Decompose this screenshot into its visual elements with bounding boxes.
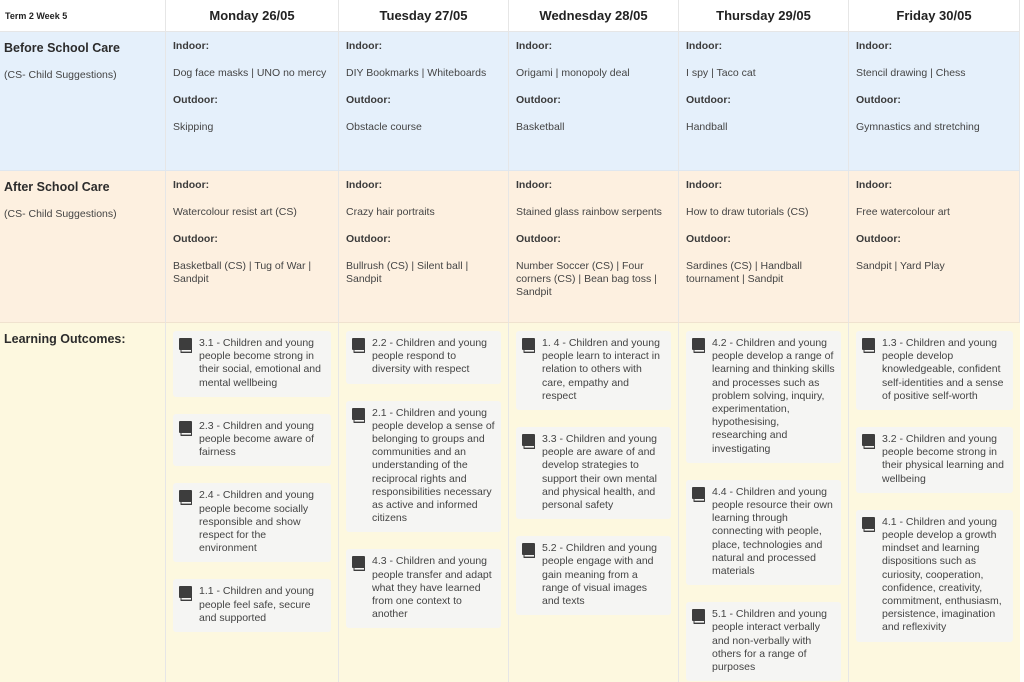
learning-outcome-text: 5.2 - Children and young people engage with and gain meaning from a range of visual images and texts — [542, 542, 657, 608]
learning-outcome-text: 2.1 - Children and young people develop a sense of belonging to groups and communities and an understanding of the reciprocal rights and responsibilities necessary as active and informed citizens — [372, 406, 495, 525]
learning-outcome-text: 5.1 - Children and young people interact verbally and non-verbally with others for a range of purposes — [712, 608, 827, 674]
indoor-label: Indoor: — [516, 40, 553, 52]
learning-outcome-card — [173, 483, 331, 562]
outdoor-activities: Handball — [686, 121, 728, 133]
learning-outcome-card — [856, 331, 1013, 410]
indoor-activities: Dog face masks | UNO no mercy — [173, 67, 327, 79]
learning-outcome-card — [346, 401, 501, 533]
before-cell-friday — [849, 32, 1020, 171]
outdoor-activities: Skipping — [173, 121, 214, 133]
row-subtitle: (CS- Child Suggestions) — [4, 208, 117, 220]
book-icon — [862, 517, 875, 532]
before-cell-thursday — [679, 32, 849, 171]
indoor-label: Indoor: — [686, 179, 723, 191]
book-icon — [862, 434, 875, 449]
outdoor-activities: Basketball (CS) | Tug of War | Sandpit — [173, 260, 312, 285]
learning-col-tuesday — [339, 323, 509, 682]
book-icon — [179, 586, 192, 601]
book-icon — [352, 338, 365, 353]
outdoor-label: Outdoor: — [346, 233, 391, 245]
indoor-activities: Crazy hair portraits — [346, 206, 435, 218]
book-icon — [522, 543, 535, 558]
learning-col-thursday — [679, 323, 849, 682]
outdoor-label: Outdoor: — [173, 94, 218, 106]
learning-outcome-text: 4.4 - Children and young people resource their own learning through connecting with people, place, technologies and natural and processed materials — [712, 485, 833, 578]
day-header-monday — [166, 0, 339, 32]
learning-col-monday — [166, 323, 339, 682]
learning-outcome-card — [686, 331, 841, 463]
day-label: Wednesday 28/05 — [539, 8, 648, 23]
day-label: Tuesday 27/05 — [379, 8, 468, 23]
outdoor-activities: Basketball — [516, 121, 565, 133]
indoor-activities: Origami | monopoly deal — [516, 67, 630, 79]
learning-outcome-card — [516, 536, 671, 615]
learning-outcome-card — [686, 480, 841, 585]
book-icon — [692, 487, 705, 502]
outdoor-activities: Bullrush (CS) | Silent ball | Sandpit — [346, 260, 469, 285]
learning-outcome-card — [516, 427, 671, 519]
indoor-activities: Watercolour resist art (CS) — [173, 206, 297, 218]
learning-outcome-card — [856, 510, 1013, 642]
book-icon — [692, 338, 705, 353]
learning-col-friday — [849, 323, 1020, 682]
outdoor-activities: Obstacle course — [346, 121, 422, 133]
after-cell-friday — [849, 171, 1020, 323]
learning-outcomes-label-cell — [0, 323, 166, 682]
learning-outcome-text: 4.1 - Children and young people develop a growth mindset and learning dispositions such as curiosity, cooperation, confidence, creativity, commitment, enthusiasm, persistence, imagination and reflexivity — [882, 515, 1002, 634]
after-cell-monday — [166, 171, 339, 323]
outdoor-label: Outdoor: — [686, 233, 731, 245]
day-header-tuesday — [339, 0, 509, 32]
indoor-label: Indoor: — [856, 179, 893, 191]
learning-outcome-text: 1.3 - Children and young people develop knowledgeable, confident self-identities and a sense of positive self-worth — [882, 337, 1004, 402]
row-title: Learning Outcomes: — [4, 332, 126, 346]
indoor-label: Indoor: — [173, 179, 210, 191]
outdoor-label: Outdoor: — [516, 233, 561, 245]
day-header-wednesday — [509, 0, 679, 32]
learning-outcome-text: 3.1 - Children and young people become strong in their social, emotional and mental wellbeing — [199, 337, 321, 389]
indoor-activities: How to draw tutorials (CS) — [686, 206, 809, 218]
book-icon — [862, 338, 875, 353]
book-icon — [352, 556, 365, 571]
indoor-activities: I spy | Taco cat — [686, 67, 756, 79]
day-label: Friday 30/05 — [896, 8, 972, 23]
indoor-label: Indoor: — [856, 40, 893, 52]
learning-outcome-text: 1.1 - Children and young people feel safe, secure and supported — [199, 585, 314, 624]
outdoor-label: Outdoor: — [173, 233, 218, 245]
book-icon — [179, 421, 192, 436]
learning-outcome-text: 3.3 - Children and young people are aware of and develop strategies to support their own mental and physical health, and personal safety — [542, 433, 657, 512]
term-week-label: Term 2 Week 5 — [0, 0, 166, 32]
indoor-label: Indoor: — [516, 179, 553, 191]
indoor-label: Indoor: — [346, 40, 383, 52]
outdoor-label: Outdoor: — [516, 94, 561, 106]
outdoor-label: Outdoor: — [686, 94, 731, 106]
outdoor-activities: Gymnastics and stretching — [856, 121, 980, 133]
learning-outcome-text: 3.2 - Children and young people become strong in their physical learning and wellbeing — [882, 433, 1004, 485]
indoor-label: Indoor: — [173, 40, 210, 52]
day-label: Monday 26/05 — [209, 8, 295, 23]
learning-outcome-card — [173, 579, 331, 632]
before-cell-monday — [166, 32, 339, 171]
outdoor-activities: Number Soccer (CS) | Four corners (CS) | Bean bag toss | Sandpit — [516, 260, 657, 298]
before-cell-tuesday — [339, 32, 509, 171]
day-header-friday — [849, 0, 1020, 32]
after-cell-tuesday — [339, 171, 509, 323]
indoor-activities: Stencil drawing | Chess — [856, 67, 966, 79]
outdoor-label: Outdoor: — [856, 233, 901, 245]
book-icon — [179, 338, 192, 353]
learning-outcome-card — [516, 331, 671, 410]
day-label: Thursday 29/05 — [716, 8, 811, 23]
learning-outcome-card — [346, 549, 501, 628]
indoor-activities: Stained glass rainbow serpents — [516, 206, 662, 218]
outdoor-activities: Sandpit | Yard Play — [856, 260, 945, 272]
learning-col-wednesday — [509, 323, 679, 682]
learning-outcome-text: 4.2 - Children and young people develop a range of learning and thinking skills and processes such as problem solving, inquiry, experimentation, hypothesising, researching and investigating — [712, 337, 835, 455]
learning-outcome-text: 2.3 - Children and young people become aware of fairness — [199, 419, 314, 459]
book-icon — [352, 408, 365, 423]
book-icon — [522, 338, 535, 353]
after-school-label-cell — [0, 171, 166, 323]
book-icon — [692, 609, 705, 624]
learning-outcome-text: 1. 4 - Children and young people learn to interact in relation to others with care, empathy and respect — [542, 337, 660, 402]
learning-outcome-text: 4.3 - Children and young people transfer and adapt what they have learned from one context to another — [372, 555, 492, 621]
indoor-activities: Free watercolour art — [856, 206, 950, 218]
after-cell-wednesday — [509, 171, 679, 323]
indoor-label: Indoor: — [346, 179, 383, 191]
row-subtitle: (CS- Child Suggestions) — [4, 69, 117, 81]
outdoor-activities: Sardines (CS) | Handball tournament | Sandpit — [686, 260, 802, 285]
learning-outcome-card — [856, 427, 1013, 493]
after-cell-thursday — [679, 171, 849, 323]
before-cell-wednesday — [509, 32, 679, 171]
book-icon — [522, 434, 535, 449]
outdoor-label: Outdoor: — [856, 94, 901, 106]
learning-outcome-card — [686, 602, 841, 681]
learning-outcome-card — [173, 331, 331, 397]
indoor-label: Indoor: — [686, 40, 723, 52]
row-title: After School Care — [4, 180, 110, 194]
book-icon — [179, 490, 192, 505]
learning-outcome-card — [346, 331, 501, 384]
learning-outcome-text: 2.4 - Children and young people become socially responsible and show respect for the environment — [199, 489, 314, 555]
row-title: Before School Care — [4, 41, 121, 55]
day-header-thursday — [679, 0, 849, 32]
learning-outcome-text: 2.2 - Children and young people respond to diversity with respect — [372, 337, 487, 376]
learning-outcome-card — [173, 414, 331, 467]
before-school-label-cell — [0, 32, 166, 171]
outdoor-label: Outdoor: — [346, 94, 391, 106]
indoor-activities: DIY Bookmarks | Whiteboards — [346, 67, 487, 79]
